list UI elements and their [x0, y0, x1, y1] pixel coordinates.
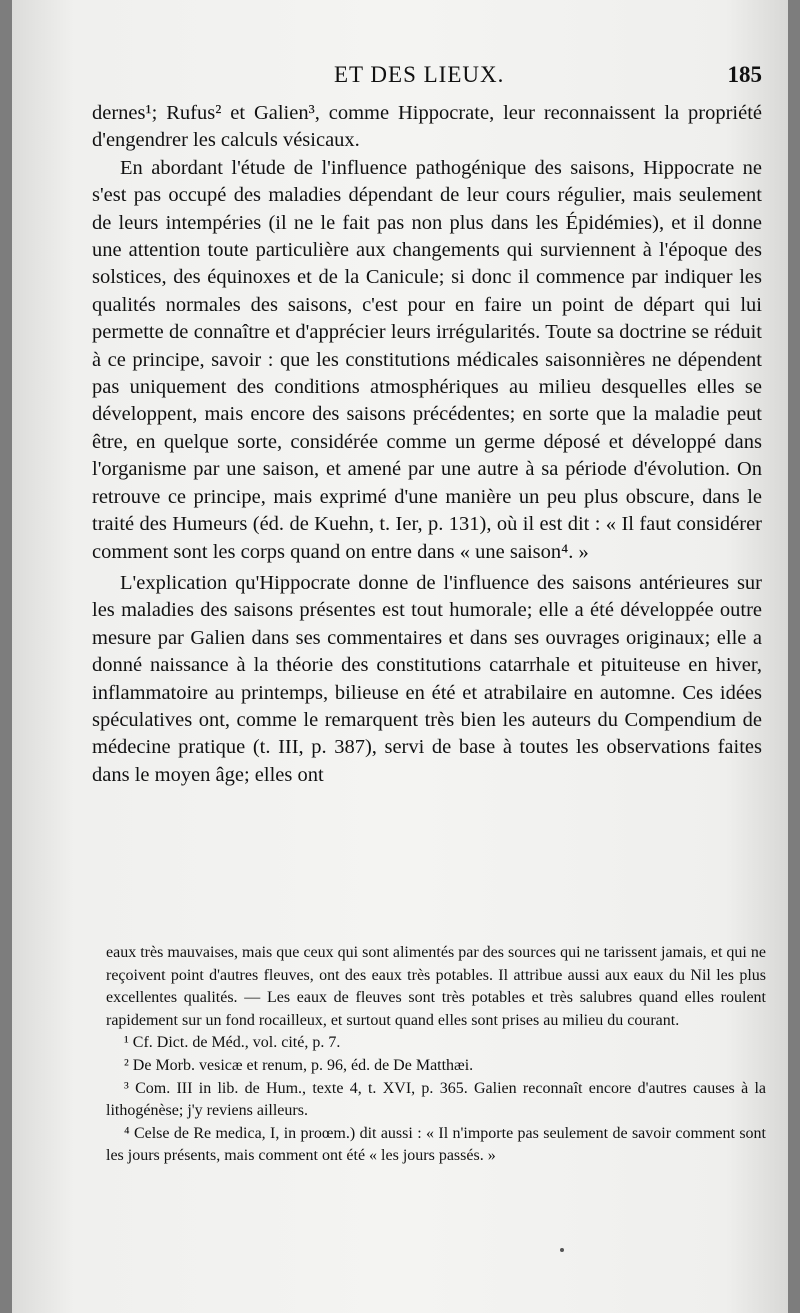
footnote-continuation: eaux très mauvaises, mais que ceux qui sont alimentés par des sources qui ne tarissent jamais, et qui ne reçoivent point d'autres fleuves, ont des eaux très potables. Il attribue aussi aux eaux du Nil les plus excellentes qualités. — Les eaux de fleuves sont très potables et très salubres quand elles roulent rapidement sur un fond rocailleux, et surtout quand elles sont prises au milieu du courant. — [106, 944, 766, 1029]
page-header — [12, 58, 788, 98]
paragraph-3: L'explication qu'Hippocrate donne de l'influence des saisons antérieures sur les maladies des saisons présentes est tout humorale; elle a été développée outre mesure par Galien dans ses commentaires et dans ses ouvrages originaux; elle a donné naissance à la théorie des constitutions catarrhale et pituiteuse en hiver, inflammatoire au printemps, bilieuse en été et atrabilaire en automne. Ces idées spéculatives ont, comme le remarquent très bien les auteurs du Compendium de médecine pratique (t. III, p. 387), servi de base à toutes les observations faites dans le moyen âge; elles ont — [92, 571, 762, 786]
paragraph-1: dernes¹; Rufus² et Galien³, comme Hippocrate, leur reconnaissent la propriété d'engendrer les calculs vésicaux. — [92, 102, 762, 152]
footnote-1: ¹ Cf. Dict. de Méd., vol. cité, p. 7. — [124, 1034, 341, 1052]
paragraph-2: En abordant l'étude de l'influence pathogénique des saisons, Hippocrate ne s'est pas occupé des maladies dépendant de leur cours régulier, mais seulement de leurs intempéries (il ne le fait pas non plus dans les Épidémies), et il donne une attention toute particulière aux changements qui surviennent à l'époque des solstices, des équinoxes et de la Canicule; si donc il commence par indiquer les qualités normales des saisons, c'est pour en faire un point de départ qui lui permette de connaître et d'apprécier leurs irrégularités. Toute sa doctrine se réduit à ce principe, savoir : que les constitutions médicales saisonnières ne dépendent pas uniquement des conditions atmosphériques au milieu desquelles elles se développent, mais encore des saisons précédentes; en sorte que la maladie peut être, en quelque sorte, considérée comme un germe déposé et développé dans l'organisme par une saison, et amené par une autre à sa période d'évolution. On retrouve ce principe, mais exprimé d'une manière un peu plus obscure, dans le traité des Humeurs (éd. de Kuehn, t. Ier, p. 131), où il est dit : « Il faut considérer comment sont les corps quand on entre dans « une saison⁴. » — [92, 156, 762, 563]
book-page — [12, 0, 788, 1313]
footnotes — [106, 942, 766, 1168]
print-speck — [560, 1248, 564, 1252]
footnote-4: ⁴ Celse de Re medica, I, in proœm.) dit aussi : « Il n'importe pas seulement de savoir comment sont les jours présents, mais comment ont été « les jours passés. » — [106, 1124, 766, 1165]
main-text — [92, 100, 762, 789]
footnote-3: ³ Com. III in lib. de Hum., texte 4, t. XVI, p. 365. Galien reconnaît encore d'autres causes à la lithogénèse; j'y reviens ailleurs. — [106, 1079, 766, 1120]
page-number: 185 — [727, 62, 762, 87]
footnote-2: ² De Morb. vesicæ et renum, p. 96, éd. de De Matthæi. — [124, 1056, 474, 1074]
running-title: ET DES LIEUX. — [334, 62, 505, 87]
